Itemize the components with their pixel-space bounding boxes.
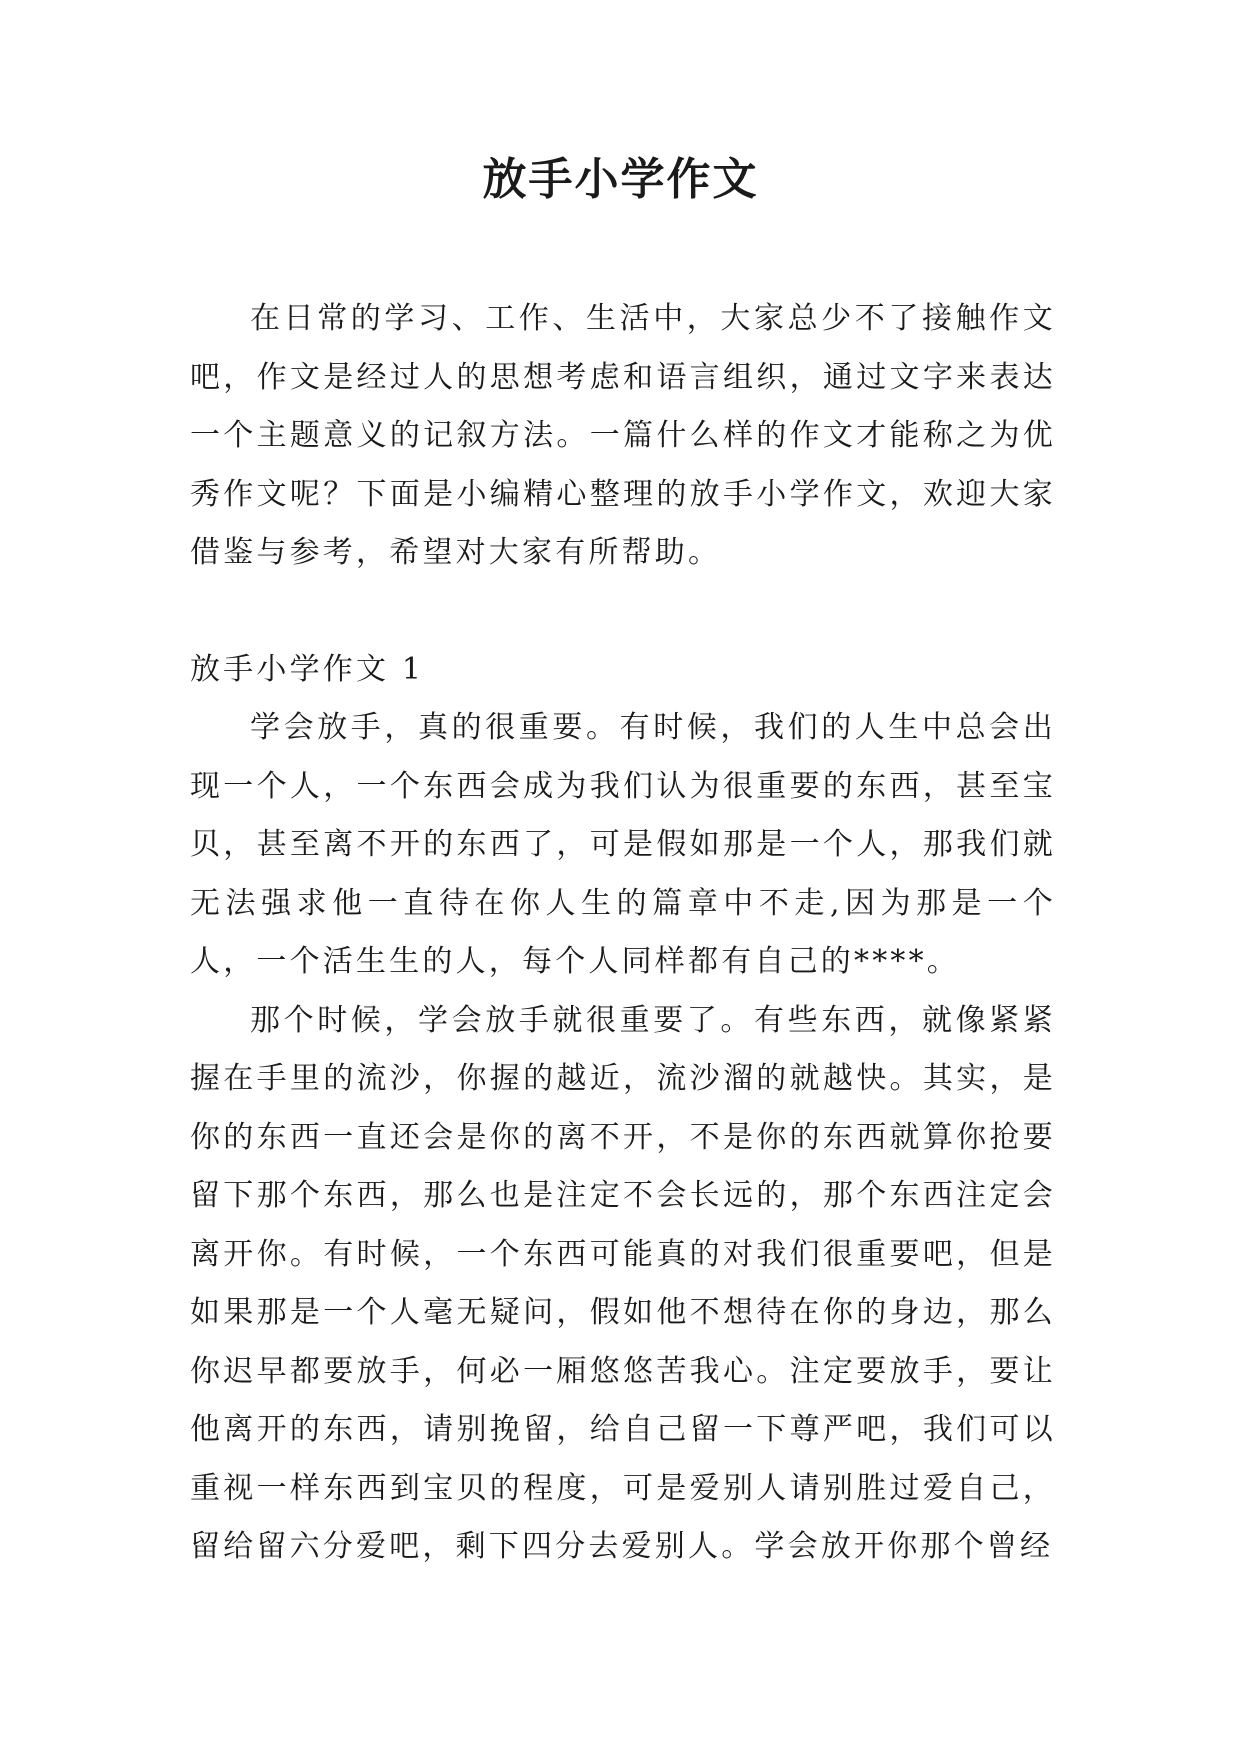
section-heading: 放手小学作文 1 (190, 651, 425, 687)
document-body (190, 290, 1056, 1577)
intro-paragraph: 在日常的学习、工作、生活中，大家总少不了接触作文吧，作文是经过人的思想考虑和语言组织，通过文字来表达一个主题意义的记叙方法。一篇什么样的作文才能称之为优秀作文呢？下面是小编精心整理的放手小学作文，欢迎大家借鉴与参考，希望对大家有所帮助。 (190, 301, 1056, 570)
body-paragraph-1: 学会放手，真的很重要。有时候，我们的人生中总会出现一个人，一个东西会成为我们认为很重要的东西，甚至宝贝，甚至离不开的东西了，可是假如那是一个人，那我们就无法强求他一直待在你人生的篇章中不走,因为那是一个人，一个活生生的人，每个人同样都有自己的****。 (190, 710, 1056, 979)
body-paragraph-2: 那个时候，学会放手就很重要了。有些东西，就像紧紧握在手里的流沙，你握的越近，流沙溜的就越快。其实，是你的东西一直还会是你的离不开，不是你的东西就算你抢要留下那个东西，那么也是注定不会长远的，那个东西注定会离开你。有时候，一个东西可能真的对我们很重要吧，但是如果那是一个人毫无疑问，假如他不想待在你的身边，那么你迟早都要放手，何必一厢悠悠苦我心。注定要放手，要让他离开的东西，请别挽留，给自己留一下尊严吧，我们可以重视一样东西到宝贝的程度，可是爱别人请别胜过爱自己，留给留六分爱吧，剩下四分去爱别人。学会放开你那个曾经 (190, 1002, 1056, 1564)
document-title: 放手小学作文 (482, 154, 759, 205)
